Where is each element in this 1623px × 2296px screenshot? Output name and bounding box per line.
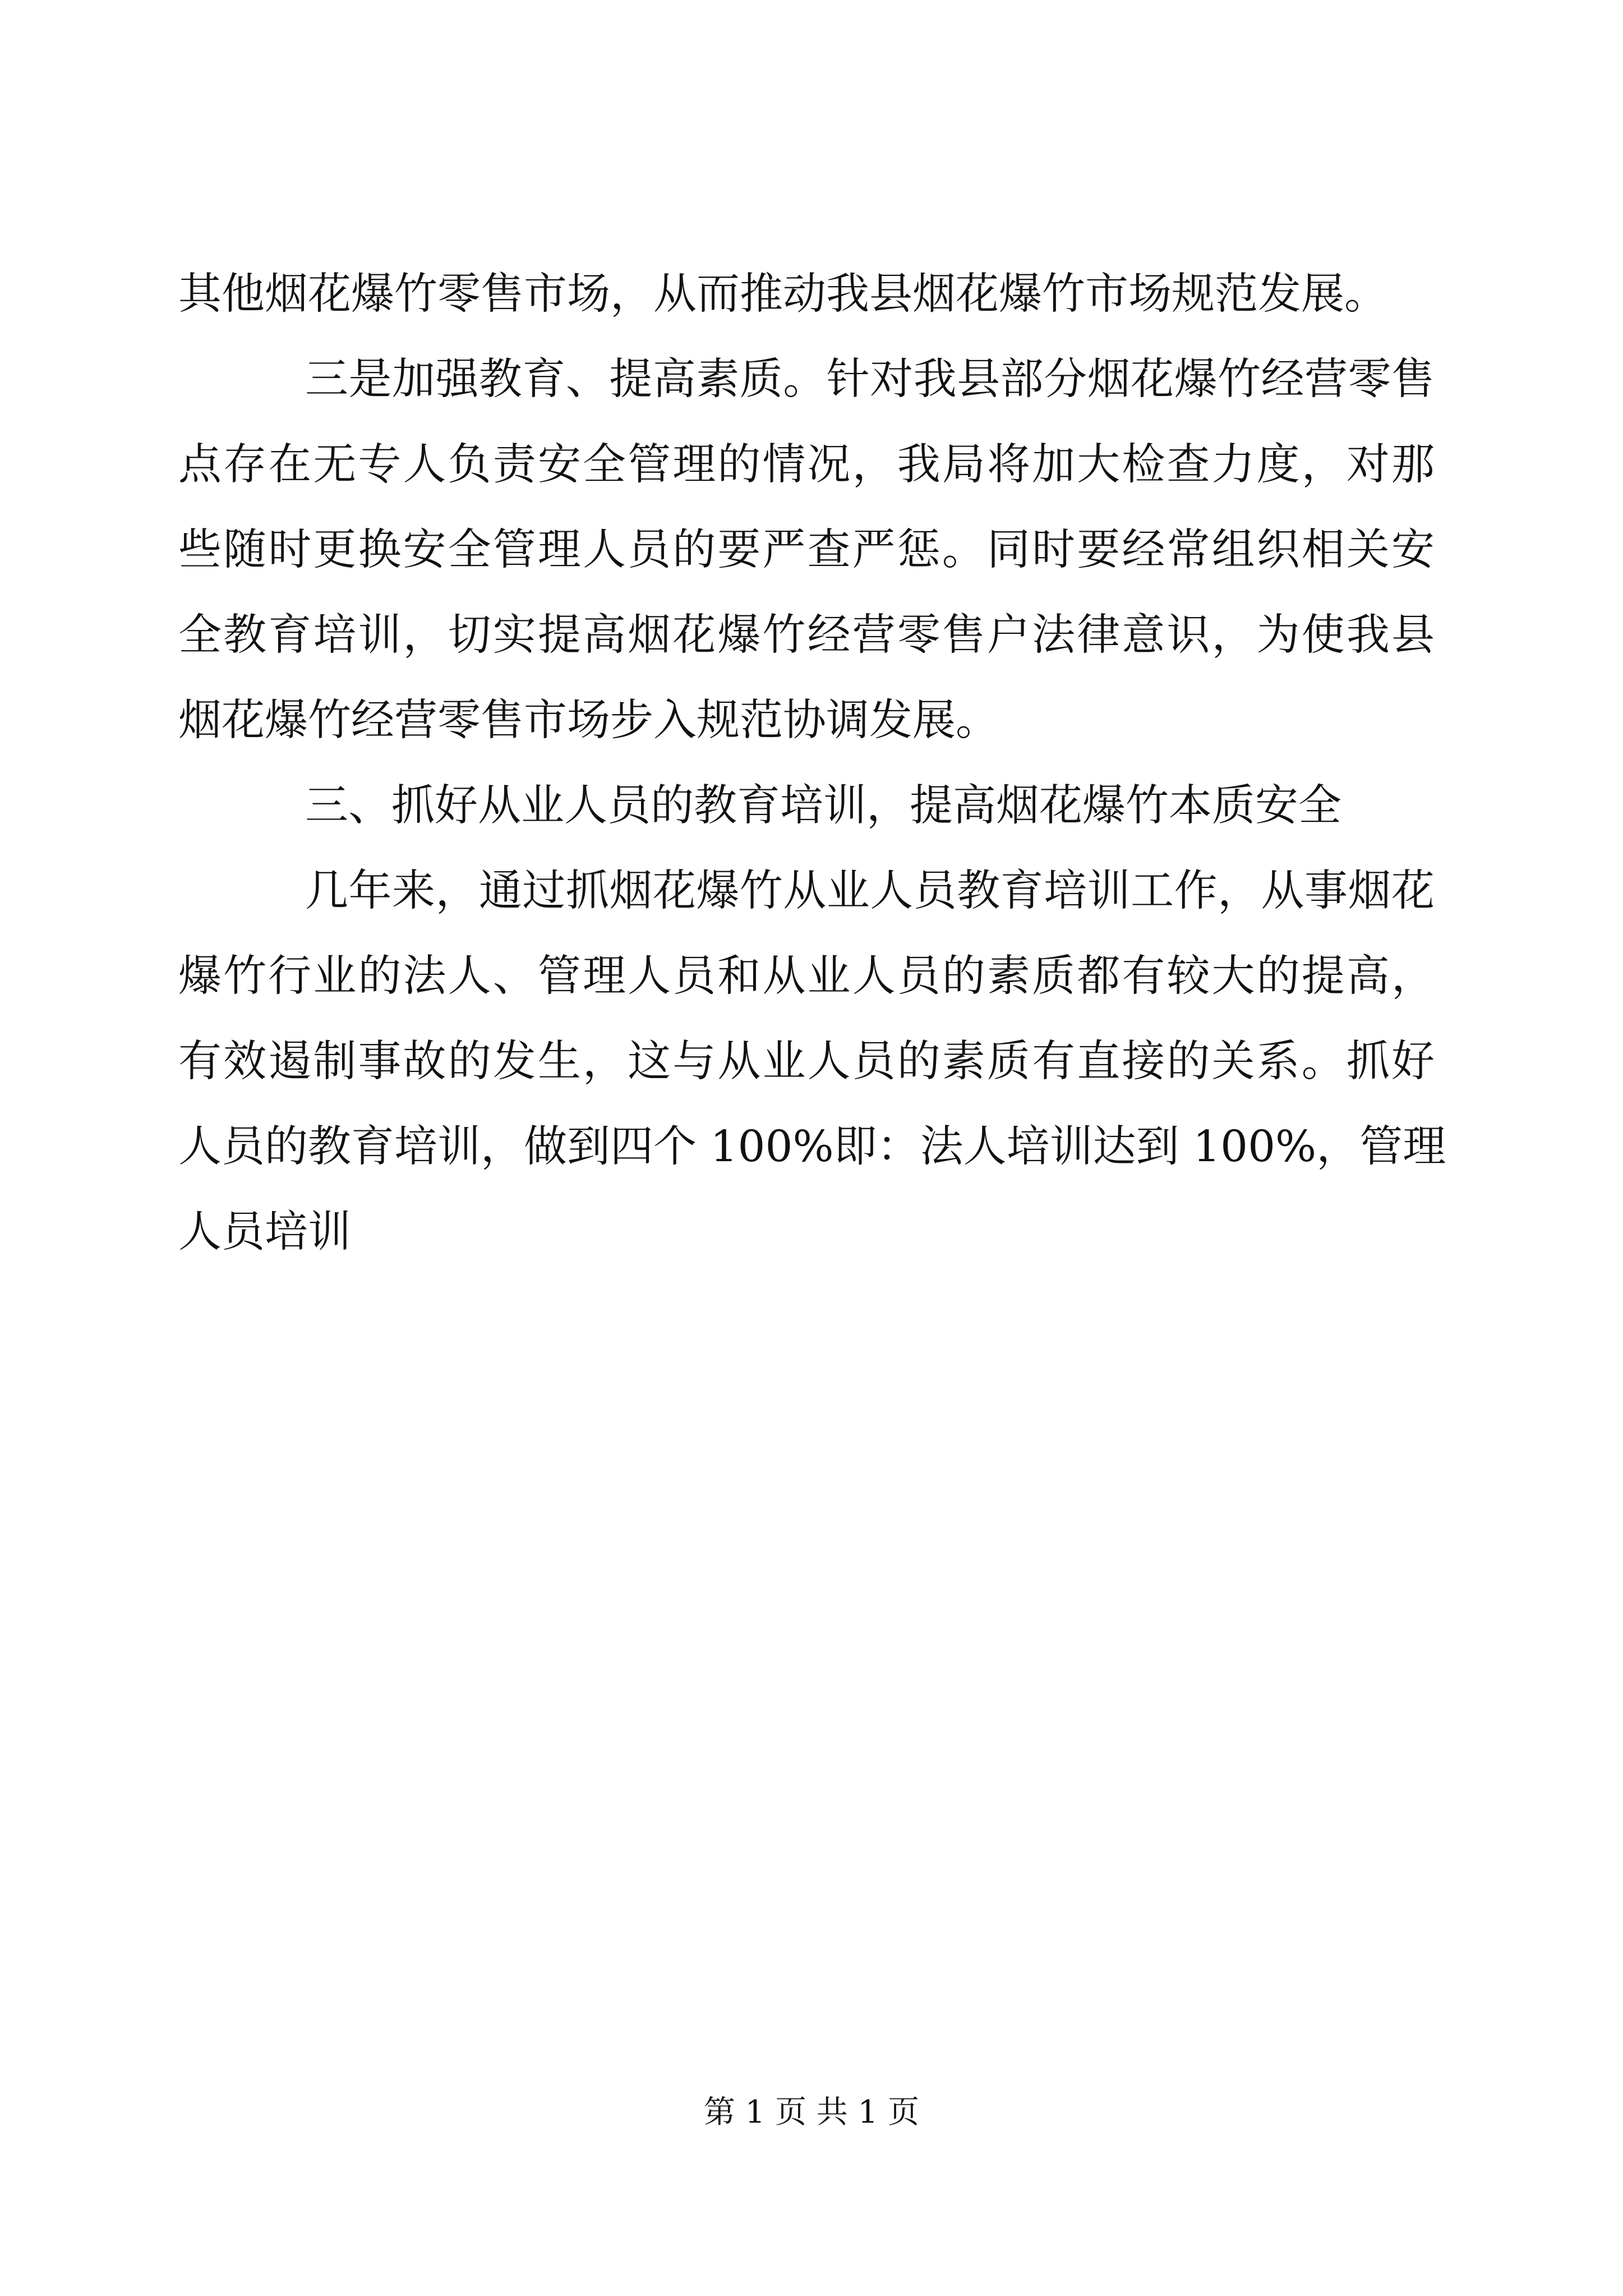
paragraph-line: 有效遏制事故的发生，这与从业人员的素质有直接的关系。抓好 bbox=[178, 1037, 1435, 1087]
paragraph-line: 人员的教育培训，做到四个 100%即：法人培训达到 100%，管理 bbox=[178, 1122, 1446, 1172]
paragraph-line: 全教育培训，切实提高烟花爆竹经营零售户法律意识，为使我县 bbox=[178, 610, 1435, 660]
paragraph-line: 几年来，通过抓烟花爆竹从业人员教育培训工作，从事烟花 bbox=[305, 866, 1435, 916]
paragraph-line: 其他烟花爆竹零售市场，从而推动我县烟花爆竹市场规范发展。 bbox=[178, 269, 1387, 319]
paragraph-line: 爆竹行业的法人、管理人员和从业人员的素质都有较大的提高， bbox=[178, 951, 1435, 1001]
paragraph-line: 人员培训 bbox=[178, 1207, 351, 1257]
paragraph-line: 三是加强教育、提高素质。针对我县部分烟花爆竹经营零售 bbox=[305, 355, 1435, 404]
paragraph-line: 烟花爆竹经营零售市场步入规范协调发展。 bbox=[178, 696, 999, 746]
section-heading: 三、抓好从业人员的教育培训，提高烟花爆竹本质安全 bbox=[305, 781, 1341, 831]
paragraph-line: 点存在无专人负责安全管理的情况，我局将加大检查力度，对那 bbox=[178, 440, 1435, 490]
page-footer: 第 1 页 共 1 页 bbox=[703, 2094, 920, 2131]
paragraph-line: 些随时更换安全管理人员的要严查严惩。同时要经常组织相关安 bbox=[178, 525, 1435, 575]
